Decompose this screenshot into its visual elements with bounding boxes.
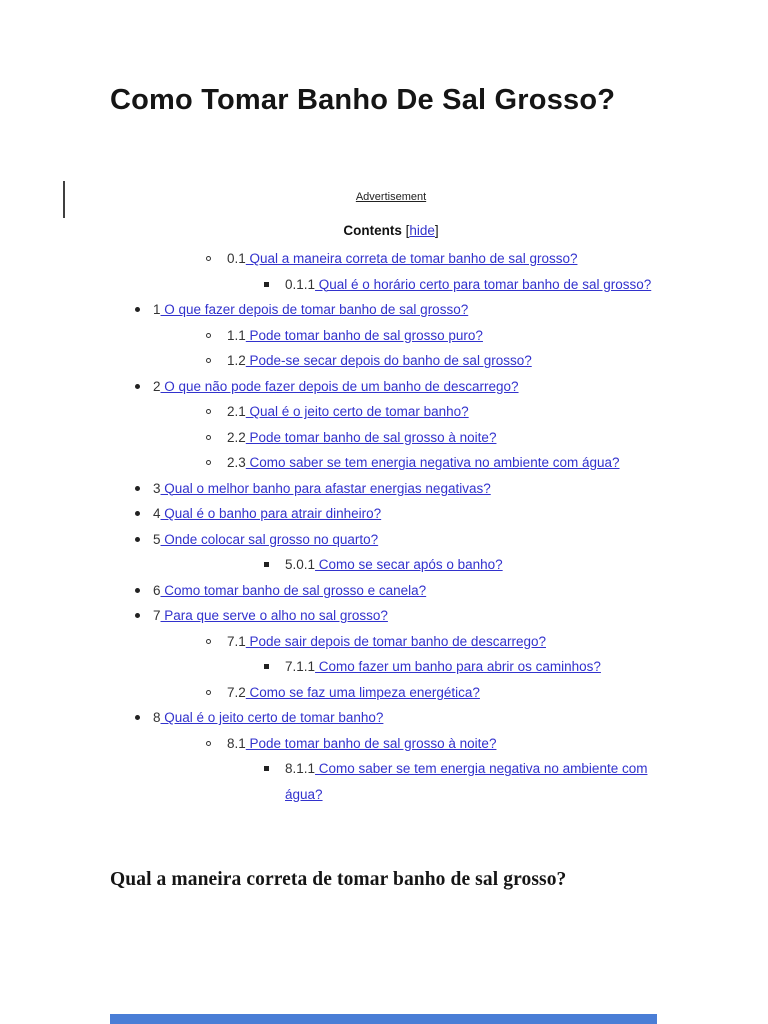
square-bullet-icon bbox=[264, 282, 269, 287]
toc-item-number: 6 bbox=[153, 582, 161, 598]
contents-title: Contents bbox=[343, 223, 402, 238]
toc-item-number: 8 bbox=[153, 710, 161, 725]
toc-item-number: 7.1 bbox=[227, 633, 246, 649]
hide-toggle-link[interactable]: hide bbox=[409, 223, 435, 238]
toc-item bbox=[110, 323, 672, 349]
circle-bullet-icon bbox=[206, 460, 211, 465]
toc-item-number: 7 bbox=[153, 608, 161, 623]
disc-bullet-icon bbox=[135, 511, 140, 516]
toc-link[interactable]: Pode tomar banho de sal grosso à noite? bbox=[245, 735, 497, 751]
toc-item-number: 0.1 bbox=[227, 251, 246, 266]
toc-link[interactable]: Qual o melhor banho para afastar energias negativas? bbox=[160, 480, 491, 496]
toc-item-number: 5 bbox=[153, 531, 161, 547]
toc-link[interactable]: Qual é o jeito certo de tomar banho? bbox=[245, 404, 469, 419]
toc-link[interactable]: Qual a maneira correta de tomar banho de sal grosso? bbox=[245, 251, 578, 266]
page-title: Como Tomar Banho De Sal Grosso? bbox=[110, 84, 616, 116]
toc-item-number: 2 bbox=[153, 378, 161, 394]
circle-bullet-icon bbox=[206, 435, 211, 440]
disc-bullet-icon bbox=[135, 715, 140, 720]
disc-bullet-icon bbox=[135, 384, 140, 389]
square-bullet-icon bbox=[264, 562, 269, 567]
circle-bullet-icon bbox=[206, 690, 211, 695]
toc-link[interactable]: Pode sair depois de tomar banho de descarrego? bbox=[245, 633, 546, 649]
toc-link[interactable]: Como saber se tem energia negativa no ambiente com água? bbox=[285, 761, 648, 802]
toc-item-number: 8.1 bbox=[227, 735, 246, 751]
toc-link[interactable]: O que fazer depois de tomar banho de sal grosso? bbox=[160, 302, 469, 317]
toc-item bbox=[110, 374, 672, 400]
toc-list bbox=[110, 246, 672, 807]
toc-item-number: 2.3 bbox=[227, 455, 246, 470]
circle-bullet-icon bbox=[206, 741, 211, 746]
square-bullet-icon bbox=[264, 664, 269, 669]
square-bullet-icon bbox=[264, 766, 269, 771]
disc-bullet-icon bbox=[135, 588, 140, 593]
toc-item bbox=[110, 501, 672, 527]
disc-bullet-icon bbox=[135, 307, 140, 312]
toc-link[interactable]: Qual é o horário certo para tomar banho de sal grosso? bbox=[315, 276, 652, 292]
toc-item bbox=[110, 731, 672, 757]
toc-item bbox=[110, 629, 672, 655]
toc-item bbox=[110, 272, 655, 298]
disc-bullet-icon bbox=[135, 537, 140, 542]
toc-item bbox=[110, 425, 672, 451]
disc-bullet-icon bbox=[135, 613, 140, 618]
toc-item-number: 2.1 bbox=[227, 404, 246, 419]
toc-item-number: 5.0.1 bbox=[285, 557, 316, 572]
toc-item-number: 8.1.1 bbox=[285, 761, 316, 776]
toc-item-number: 0.1.1 bbox=[285, 276, 316, 292]
toc-link[interactable]: Como fazer um banho para abrir os caminhos? bbox=[315, 659, 601, 674]
toc-link[interactable]: O que não pode fazer depois de um banho de descarrego? bbox=[160, 378, 519, 394]
toc-item bbox=[110, 756, 655, 807]
toc-item-number: 2.2 bbox=[227, 429, 246, 445]
toc-item bbox=[110, 399, 672, 425]
toc-link[interactable]: Pode tomar banho de sal grosso à noite? bbox=[245, 429, 497, 445]
toc-item-number: 4 bbox=[153, 506, 161, 521]
circle-bullet-icon bbox=[206, 409, 211, 414]
left-cursor-line bbox=[63, 181, 65, 218]
toc-link[interactable]: Pode-se secar depois do banho de sal grosso? bbox=[245, 353, 532, 368]
toc-link[interactable]: Como se faz uma limpeza energética? bbox=[245, 684, 480, 700]
toc-item bbox=[110, 603, 672, 629]
toc-item bbox=[110, 476, 672, 502]
toc-item-number: 1.1 bbox=[227, 327, 246, 343]
toc-link[interactable]: Onde colocar sal grosso no quarto? bbox=[160, 531, 379, 547]
contents-header bbox=[110, 223, 672, 238]
toc-item bbox=[110, 578, 672, 604]
toc-item bbox=[110, 527, 672, 553]
toc-item-number: 7.1.1 bbox=[285, 659, 316, 674]
toc-link[interactable]: Qual é o jeito certo de tomar banho? bbox=[160, 710, 384, 725]
hide-toggle-bracket-open: [ bbox=[405, 223, 410, 238]
toc-item bbox=[110, 297, 672, 323]
advertisement-label: Advertisement bbox=[355, 191, 427, 203]
circle-bullet-icon bbox=[206, 639, 211, 644]
circle-bullet-icon bbox=[206, 333, 211, 338]
toc-item-number: 7.2 bbox=[227, 684, 246, 700]
toc-item bbox=[110, 552, 655, 578]
toc-item bbox=[110, 680, 672, 706]
toc-item bbox=[110, 705, 672, 731]
disc-bullet-icon bbox=[135, 486, 140, 491]
toc-item-number: 1.2 bbox=[227, 353, 246, 368]
toc-link[interactable]: Como se secar após o banho? bbox=[315, 557, 503, 572]
toc-link[interactable]: Pode tomar banho de sal grosso puro? bbox=[245, 327, 483, 343]
toc-item-number: 3 bbox=[153, 480, 161, 496]
toc-item bbox=[110, 246, 672, 272]
circle-bullet-icon bbox=[206, 256, 211, 261]
toc-link[interactable]: Como tomar banho de sal grosso e canela? bbox=[160, 582, 427, 598]
hide-toggle-bracket-close: ] bbox=[434, 223, 439, 238]
toc-item bbox=[110, 450, 672, 476]
toc-item bbox=[110, 348, 672, 374]
bottom-embed-bar bbox=[110, 1014, 657, 1024]
toc-item bbox=[110, 654, 655, 680]
toc-link[interactable]: Qual é o banho para atrair dinheiro? bbox=[160, 506, 382, 521]
toc-link[interactable]: Para que serve o alho no sal grosso? bbox=[160, 608, 388, 623]
toc-link[interactable]: Como saber se tem energia negativa no ambiente com água? bbox=[245, 455, 620, 470]
circle-bullet-icon bbox=[206, 358, 211, 363]
section-heading: Qual a maneira correta de tomar banho de sal grosso? bbox=[110, 869, 567, 890]
toc-item-number: 1 bbox=[153, 302, 161, 317]
